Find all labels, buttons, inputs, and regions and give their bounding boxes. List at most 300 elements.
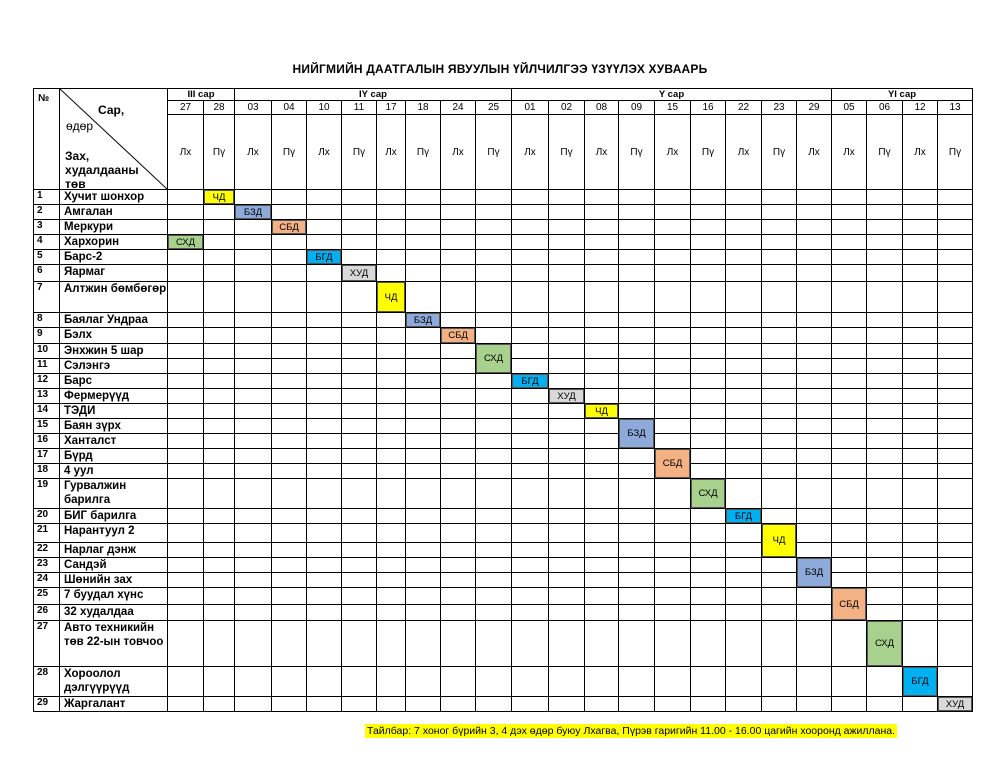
schedule-cell: [726, 404, 762, 419]
schedule-cell: [726, 359, 762, 374]
table-row: [34, 235, 973, 250]
schedule-cell: [307, 543, 342, 558]
schedule-cell: [691, 667, 726, 697]
schedule-cell: [549, 282, 585, 313]
schedule-cell: [762, 328, 797, 344]
schedule-cell: [691, 449, 726, 464]
schedule-cell: [585, 464, 619, 479]
day-header: 13: [938, 101, 973, 115]
schedule-cell: [549, 621, 585, 667]
weekday-header: Пү: [272, 115, 307, 190]
table-row: [34, 205, 973, 220]
schedule-cell: [512, 220, 549, 235]
schedule-cell: [938, 434, 973, 449]
schedule-cell: [272, 543, 307, 558]
schedule-cell: [512, 543, 549, 558]
schedule-cell: [832, 282, 867, 313]
day-header: 16: [691, 101, 726, 115]
market-name: Энхжин 5 шар: [60, 344, 168, 359]
schedule-cell: [691, 419, 726, 434]
market-name: 4 уул: [60, 464, 168, 479]
day-header: 17: [377, 101, 406, 115]
schedule-cell: [903, 558, 938, 573]
schedule-cell: [377, 235, 406, 250]
schedule-cell: [903, 404, 938, 419]
district-block: ХУД: [342, 265, 376, 281]
schedule-cell: [272, 344, 307, 359]
schedule-cell: [619, 573, 655, 588]
schedule-cell: [585, 558, 619, 573]
schedule-cell: [272, 404, 307, 419]
schedule-cell: [476, 558, 512, 573]
schedule-cell: [832, 344, 867, 359]
schedule-cell: [938, 588, 973, 605]
market-name: Бүрд: [60, 449, 168, 464]
market-name: Баян зүрх: [60, 419, 168, 434]
schedule-cell: [797, 190, 832, 205]
schedule-cell: [585, 667, 619, 697]
day-header: 27: [168, 101, 204, 115]
schedule-cell: [903, 434, 938, 449]
schedule-cell: [406, 328, 441, 344]
schedule-cell: [342, 464, 377, 479]
month-header: YI сар: [832, 89, 973, 101]
row-number: 25: [34, 588, 60, 605]
district-block: ЧД: [762, 524, 796, 557]
schedule-cell: [235, 621, 272, 667]
assignment-cell: [406, 313, 441, 328]
schedule-cell: [903, 344, 938, 359]
schedule-cell: [691, 543, 726, 558]
schedule-cell: [691, 220, 726, 235]
market-name: Ханталст: [60, 434, 168, 449]
row-number: 22: [34, 543, 60, 558]
schedule-cell: [307, 313, 342, 328]
schedule-cell: [476, 588, 512, 605]
schedule-cell: [938, 235, 973, 250]
schedule-cell: [406, 434, 441, 449]
schedule-cell: [406, 389, 441, 404]
weekday-header: Пү: [938, 115, 973, 190]
table-row: [34, 449, 973, 464]
weekday-header: Пү: [762, 115, 797, 190]
schedule-cell: [377, 328, 406, 344]
schedule-cell: [938, 313, 973, 328]
schedule-cell: [204, 479, 235, 509]
schedule-cell: [655, 543, 691, 558]
schedule-cell: [903, 389, 938, 404]
schedule-cell: [726, 250, 762, 265]
table-row: [34, 404, 973, 419]
schedule-cell: [476, 404, 512, 419]
schedule-cell: [585, 449, 619, 464]
schedule-cell: [585, 573, 619, 588]
schedule-cell: [512, 250, 549, 265]
schedule-cell: [903, 697, 938, 712]
schedule-cell: [272, 434, 307, 449]
schedule-cell: [619, 621, 655, 667]
schedule-cell: [342, 282, 377, 313]
schedule-cell: [867, 524, 903, 543]
weekday-header: Пү: [867, 115, 903, 190]
schedule-cell: [342, 313, 377, 328]
schedule-cell: [406, 573, 441, 588]
table-row: [34, 250, 973, 265]
district-block: БГД: [512, 374, 548, 388]
schedule-cell: [377, 419, 406, 434]
day-header: 04: [272, 101, 307, 115]
table-row: [34, 697, 973, 712]
schedule-cell: [342, 697, 377, 712]
schedule-cell: [342, 190, 377, 205]
schedule-cell: [655, 434, 691, 449]
page-title: НИЙГМИЙН ДААТГАЛЫН ЯВУУЛЫН ҮЙЛЧИЛГЭЭ ҮЗҮҮЛЭХ ХУВААРЬ: [292, 62, 708, 76]
schedule-cell: [797, 250, 832, 265]
schedule-cell: [619, 588, 655, 605]
schedule-cell: [204, 404, 235, 419]
schedule-cell: [204, 621, 235, 667]
schedule-cell: [867, 558, 903, 573]
schedule-cell: [938, 667, 973, 697]
schedule-cell: [797, 509, 832, 524]
schedule-cell: [168, 205, 204, 220]
schedule-cell: [342, 605, 377, 621]
schedule-cell: [691, 374, 726, 389]
weekday-header: Лх: [441, 115, 476, 190]
market-name: Фермерүүд: [60, 389, 168, 404]
schedule-cell: [655, 524, 691, 543]
assignment-cell: [476, 344, 512, 374]
district-block: БЗД: [235, 205, 271, 219]
schedule-cell: [204, 389, 235, 404]
table-row: [34, 282, 973, 313]
schedule-cell: [691, 250, 726, 265]
schedule-cell: [512, 404, 549, 419]
schedule-cell: [762, 573, 797, 588]
schedule-cell: [406, 419, 441, 434]
day-header: 03: [235, 101, 272, 115]
schedule-cell: [619, 389, 655, 404]
schedule-cell: [441, 697, 476, 712]
day-header: 23: [762, 101, 797, 115]
schedule-cell: [235, 265, 272, 282]
schedule-cell: [307, 282, 342, 313]
schedule-cell: [272, 250, 307, 265]
schedule-cell: [619, 265, 655, 282]
schedule-cell: [377, 374, 406, 389]
day-header: 09: [619, 101, 655, 115]
district-block: СХД: [476, 344, 511, 373]
schedule-cell: [619, 404, 655, 419]
schedule-cell: [307, 524, 342, 543]
schedule-cell: [476, 543, 512, 558]
schedule-cell: [867, 697, 903, 712]
assignment-cell: [342, 265, 377, 282]
market-name: Амгалан: [60, 205, 168, 220]
schedule-cell: [235, 328, 272, 344]
schedule-cell: [168, 282, 204, 313]
district-block: ХУД: [549, 389, 584, 403]
market-name: Нарлаг дэнж: [60, 543, 168, 558]
schedule-cell: [342, 404, 377, 419]
schedule-cell: [726, 588, 762, 605]
market-name: Нарантуул 2: [60, 524, 168, 543]
schedule-cell: [235, 558, 272, 573]
schedule-cell: [272, 313, 307, 328]
schedule-cell: [377, 621, 406, 667]
schedule-cell: [726, 543, 762, 558]
schedule-cell: [832, 328, 867, 344]
schedule-cell: [307, 573, 342, 588]
schedule-cell: [797, 449, 832, 464]
schedule-cell: [204, 374, 235, 389]
assignment-cell: [512, 374, 549, 389]
schedule-cell: [168, 449, 204, 464]
schedule-cell: [726, 205, 762, 220]
schedule-cell: [406, 205, 441, 220]
schedule-cell: [272, 621, 307, 667]
schedule-cell: [585, 190, 619, 205]
schedule-cell: [204, 344, 235, 359]
schedule-cell: [204, 588, 235, 605]
schedule-cell: [377, 573, 406, 588]
schedule-cell: [512, 621, 549, 667]
table-row: [34, 313, 973, 328]
schedule-cell: [204, 558, 235, 573]
schedule-cell: [307, 220, 342, 235]
schedule-cell: [204, 282, 235, 313]
schedule-cell: [204, 419, 235, 434]
market-name: 32 худалдаа: [60, 605, 168, 621]
schedule-cell: [512, 697, 549, 712]
schedule-cell: [619, 328, 655, 344]
schedule-cell: [406, 220, 441, 235]
schedule-cell: [342, 667, 377, 697]
assignment-cell: [655, 449, 691, 479]
schedule-cell: [441, 220, 476, 235]
schedule-cell: [938, 205, 973, 220]
schedule-cell: [235, 313, 272, 328]
schedule-cell: [235, 605, 272, 621]
schedule-cell: [204, 328, 235, 344]
schedule-cell: [903, 359, 938, 374]
schedule-cell: [549, 464, 585, 479]
table-row: [34, 479, 973, 509]
row-number: 17: [34, 449, 60, 464]
row-number: 11: [34, 359, 60, 374]
assignment-cell: [903, 667, 938, 697]
schedule-cell: [832, 558, 867, 573]
schedule-cell: [406, 558, 441, 573]
schedule-cell: [377, 509, 406, 524]
schedule-cell: [691, 389, 726, 404]
schedule-cell: [938, 389, 973, 404]
row-number: 3: [34, 220, 60, 235]
schedule-cell: [307, 558, 342, 573]
schedule-cell: [441, 667, 476, 697]
schedule-cell: [272, 558, 307, 573]
schedule-cell: [406, 524, 441, 543]
schedule-cell: [406, 250, 441, 265]
schedule-cell: [797, 389, 832, 404]
schedule-cell: [726, 667, 762, 697]
district-block: БГД: [726, 509, 761, 523]
schedule-cell: [204, 464, 235, 479]
schedule-cell: [272, 282, 307, 313]
schedule-cell: [512, 479, 549, 509]
schedule-cell: [867, 190, 903, 205]
schedule-cell: [867, 667, 903, 697]
day-header: 06: [867, 101, 903, 115]
market-name: Хучит шонхор: [60, 190, 168, 205]
table-row: [34, 190, 973, 205]
district-block: СБД: [272, 220, 306, 234]
day-header-row: [34, 101, 973, 115]
schedule-cell: [903, 190, 938, 205]
market-name: Сэлэнгэ: [60, 359, 168, 374]
schedule-cell: [272, 605, 307, 621]
schedule-cell: [655, 558, 691, 573]
schedule-cell: [342, 479, 377, 509]
schedule-cell: [549, 359, 585, 374]
assignment-cell: [867, 621, 903, 667]
schedule-cell: [512, 235, 549, 250]
schedule-cell: [476, 250, 512, 265]
day-header: 29: [797, 101, 832, 115]
schedule-cell: [619, 558, 655, 573]
day-header: 10: [307, 101, 342, 115]
row-number: 15: [34, 419, 60, 434]
schedule-cell: [307, 588, 342, 605]
weekday-header: Лх: [832, 115, 867, 190]
schedule-cell: [441, 265, 476, 282]
market-axis-label: Зах, худалдааны төв: [65, 149, 139, 191]
schedule-cell: [903, 282, 938, 313]
schedule-cell: [938, 524, 973, 543]
market-name: Алтжин бөмбөгөр: [60, 282, 168, 313]
schedule-cell: [691, 265, 726, 282]
schedule-cell: [691, 328, 726, 344]
schedule-cell: [832, 389, 867, 404]
schedule-cell: [691, 509, 726, 524]
market-name: Барс-2: [60, 250, 168, 265]
schedule-cell: [307, 464, 342, 479]
schedule-cell: [476, 313, 512, 328]
weekday-header: Лх: [235, 115, 272, 190]
schedule-cell: [726, 220, 762, 235]
schedule-cell: [168, 374, 204, 389]
schedule-cell: [691, 697, 726, 712]
schedule-cell: [549, 479, 585, 509]
assignment-cell: [235, 205, 272, 220]
schedule-cell: [726, 282, 762, 313]
day-header: 01: [512, 101, 549, 115]
schedule-cell: [797, 205, 832, 220]
schedule-cell: [903, 235, 938, 250]
schedule-cell: [307, 479, 342, 509]
schedule-cell: [903, 479, 938, 509]
assignment-cell: [762, 524, 797, 558]
schedule-cell: [342, 205, 377, 220]
schedule-cell: [377, 464, 406, 479]
schedule-cell: [377, 265, 406, 282]
schedule-cell: [204, 250, 235, 265]
table-row: [34, 220, 973, 235]
schedule-cell: [762, 697, 797, 712]
assignment-cell: [377, 282, 406, 313]
schedule-cell: [307, 389, 342, 404]
schedule-cell: [585, 250, 619, 265]
row-number: 19: [34, 479, 60, 509]
schedule-cell: [585, 605, 619, 621]
schedule-cell: [655, 509, 691, 524]
schedule-cell: [235, 479, 272, 509]
schedule-cell: [832, 509, 867, 524]
schedule-cell: [406, 667, 441, 697]
schedule-cell: [903, 328, 938, 344]
schedule-cell: [585, 621, 619, 667]
schedule-cell: [619, 509, 655, 524]
schedule-cell: [797, 282, 832, 313]
market-name: Баялаг Ундраа: [60, 313, 168, 328]
market-name: Барс: [60, 374, 168, 389]
schedule-cell: [441, 374, 476, 389]
schedule-cell: [867, 543, 903, 558]
schedule-cell: [476, 479, 512, 509]
schedule-cell: [691, 235, 726, 250]
schedule-cell: [797, 374, 832, 389]
market-name: ТЭДИ: [60, 404, 168, 419]
schedule-cell: [549, 235, 585, 250]
schedule-cell: [762, 605, 797, 621]
schedule-cell: [406, 464, 441, 479]
schedule-cell: [619, 374, 655, 389]
schedule-cell: [938, 328, 973, 344]
schedule-cell: [235, 220, 272, 235]
market-name: Меркури: [60, 220, 168, 235]
schedule-cell: [655, 250, 691, 265]
schedule-cell: [585, 374, 619, 389]
schedule-cell: [476, 220, 512, 235]
schedule-cell: [867, 205, 903, 220]
schedule-cell: [549, 220, 585, 235]
schedule-cell: [585, 344, 619, 359]
schedule-cell: [235, 282, 272, 313]
schedule-cell: [272, 235, 307, 250]
schedule-cell: [691, 205, 726, 220]
schedule-cell: [512, 190, 549, 205]
row-number: 9: [34, 328, 60, 344]
day-header: 08: [585, 101, 619, 115]
schedule-cell: [204, 524, 235, 543]
schedule-cell: [476, 419, 512, 434]
schedule-cell: [867, 374, 903, 389]
schedule-cell: [867, 479, 903, 509]
schedule-cell: [832, 313, 867, 328]
schedule-cell: [585, 313, 619, 328]
schedule-cell: [832, 543, 867, 558]
schedule-cell: [797, 543, 832, 558]
schedule-cell: [867, 282, 903, 313]
schedule-cell: [476, 235, 512, 250]
table-row: [34, 524, 973, 543]
schedule-cell: [272, 697, 307, 712]
schedule-cell: [867, 434, 903, 449]
schedule-cell: [797, 479, 832, 509]
row-number: 14: [34, 404, 60, 419]
table-row: [34, 389, 973, 404]
schedule-cell: [272, 374, 307, 389]
